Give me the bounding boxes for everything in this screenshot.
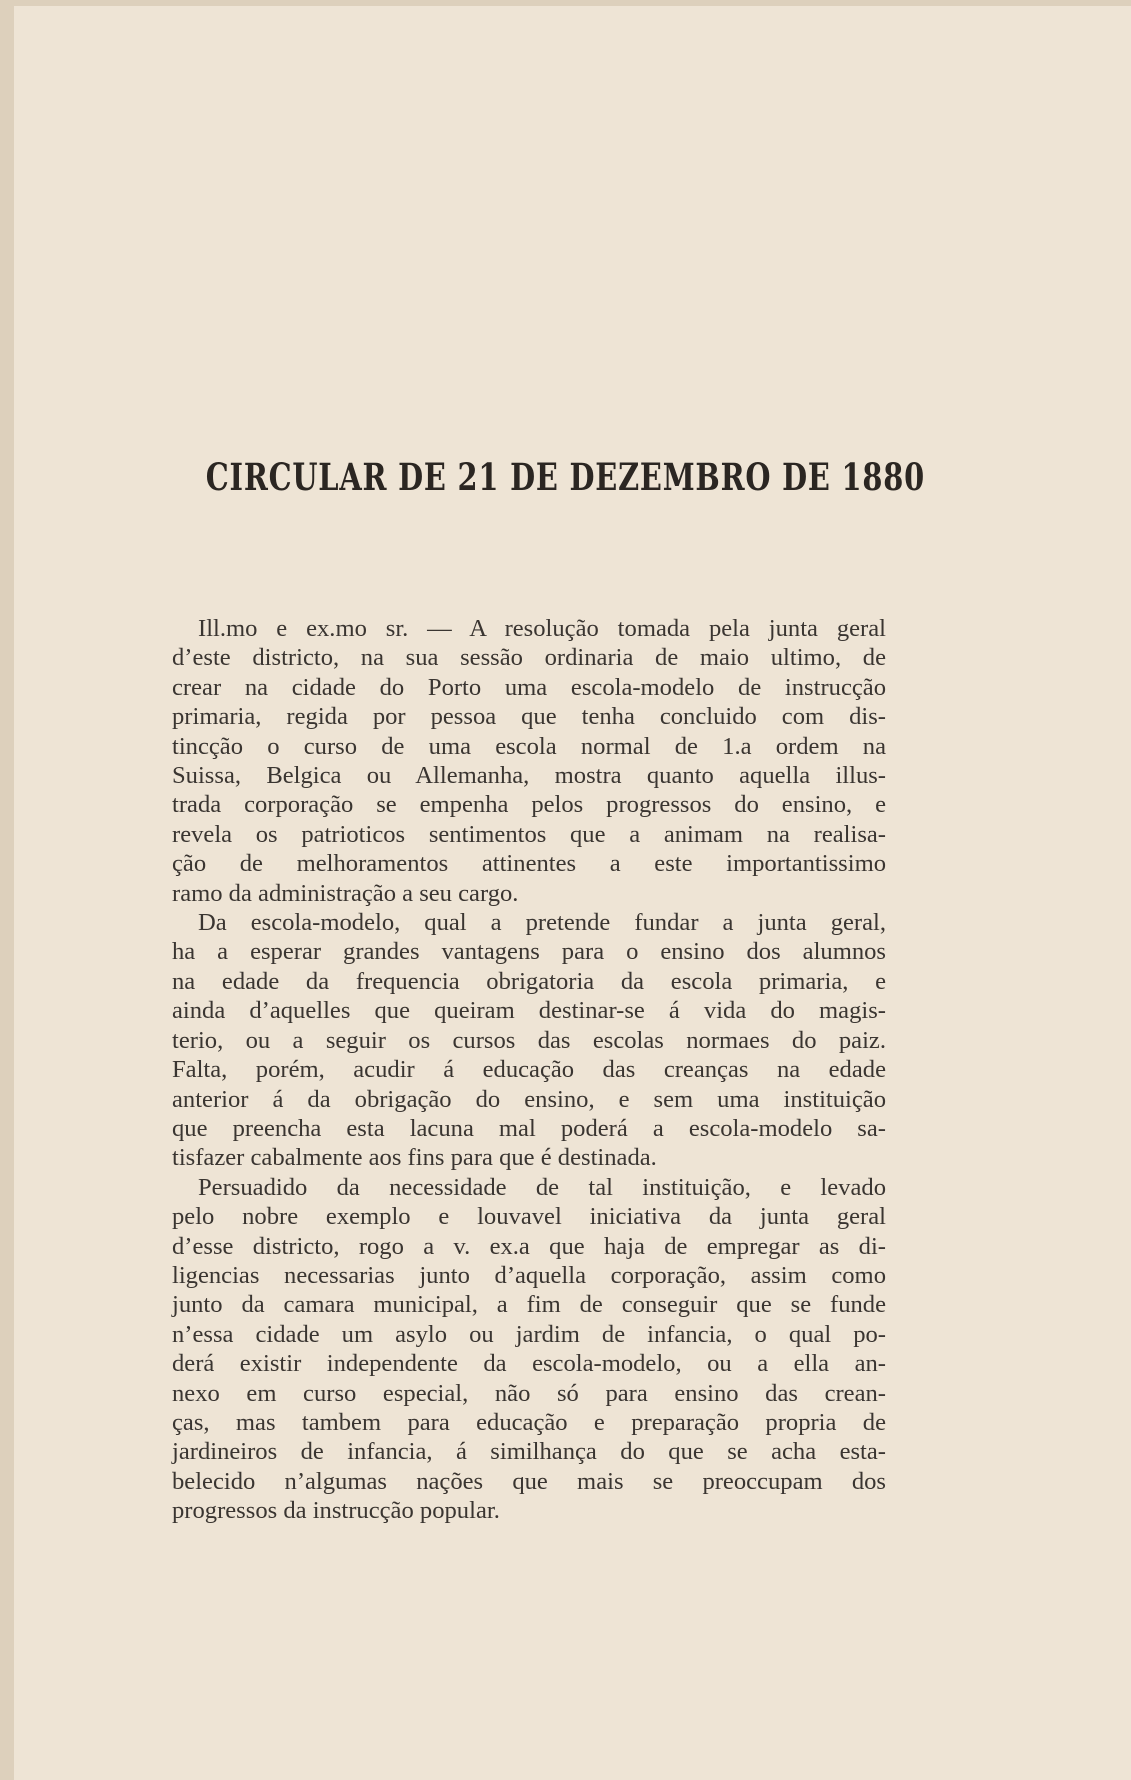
text-line: Suissa, Belgica ou Allemanha, mostra quanto aquella illus-: [172, 762, 886, 790]
paragraph: [172, 614, 886, 908]
text-line: d’esse districto, rogo a v. ex.a que haja de empregar as di-: [172, 1232, 886, 1260]
text-line: ligencias necessarias junto d’aquella corporação, assim como: [172, 1261, 886, 1289]
text-line: tisfazer cabalmente aos fins para que é destinada.: [172, 1144, 657, 1172]
text-line: anterior á da obrigação do ensino, e sem uma instituição: [172, 1085, 886, 1113]
text-line: Ill.mo e ex.mo sr. — A resolução tomada pela junta geral: [198, 615, 886, 642]
paragraph: [172, 1173, 886, 1526]
text-line: pelo nobre exemplo e louvavel iniciativa da junta geral: [172, 1203, 886, 1231]
text-line: ças, mas tambem para educação e preparação propria de: [172, 1408, 886, 1436]
text-line: ramo da administração a seu cargo.: [172, 879, 519, 907]
text-line: Persuadido da necessidade de tal instituição, e levado: [198, 1173, 886, 1201]
text-line: d’este districto, na sua sessão ordinaria de maio ultimo, de: [172, 644, 886, 672]
text-line: trada corporação se empenha pelos progressos do ensino, e: [172, 791, 886, 819]
text-line: Da escola-modelo, qual a pretende fundar a junta geral,: [198, 909, 886, 937]
paragraph: [172, 908, 886, 1173]
text-line: n’essa cidade um asylo ou jardim de infancia, o qual po-: [172, 1320, 886, 1348]
text-line: revela os patrioticos sentimentos que a animam na realisa-: [172, 820, 886, 848]
text-line: tincção o curso de uma escola normal de 1.a ordem na: [172, 732, 886, 760]
paper-edge-left: [0, 0, 14, 1780]
text-line: que preencha esta lacuna mal poderá a escola-modelo sa-: [172, 1114, 886, 1142]
document-body: [172, 614, 886, 1526]
text-line: na edade da frequencia obrigatoria da escola primaria, e: [172, 967, 886, 995]
text-line: nexo em curso especial, não só para ensino das crean-: [172, 1379, 886, 1407]
text-line: ção de melhoramentos attinentes a este importantissimo: [172, 850, 886, 878]
text-line: crear na cidade do Porto uma escola-modelo de instrucção: [172, 673, 886, 701]
paper-edge-top: [0, 0, 1131, 6]
page-title: CIRCULAR DE 21 DE DEZEMBRO DE 1880: [205, 455, 925, 499]
text-line: belecido n’algumas nações que mais se preoccupam dos: [172, 1467, 886, 1495]
text-line: jardineiros de infancia, á similhança do que se acha esta-: [172, 1438, 886, 1466]
text-line: junto da camara municipal, a fim de conseguir que se funde: [172, 1291, 886, 1319]
text-line: progressos da instrucção popular.: [172, 1497, 500, 1525]
text-line: derá existir independente da escola-modelo, ou a ella an-: [172, 1350, 886, 1378]
text-line: Falta, porém, acudir á educação das creanças na edade: [172, 1056, 886, 1084]
text-line: ainda d’aquelles que queiram destinar-se á vida do magis-: [172, 997, 886, 1025]
text-line: primaria, regida por pessoa que tenha concluido com dis-: [172, 703, 886, 731]
text-line: ha a esperar grandes vantagens para o ensino dos alumnos: [172, 938, 886, 966]
text-line: terio, ou a seguir os cursos das escolas normaes do paiz.: [172, 1026, 886, 1054]
